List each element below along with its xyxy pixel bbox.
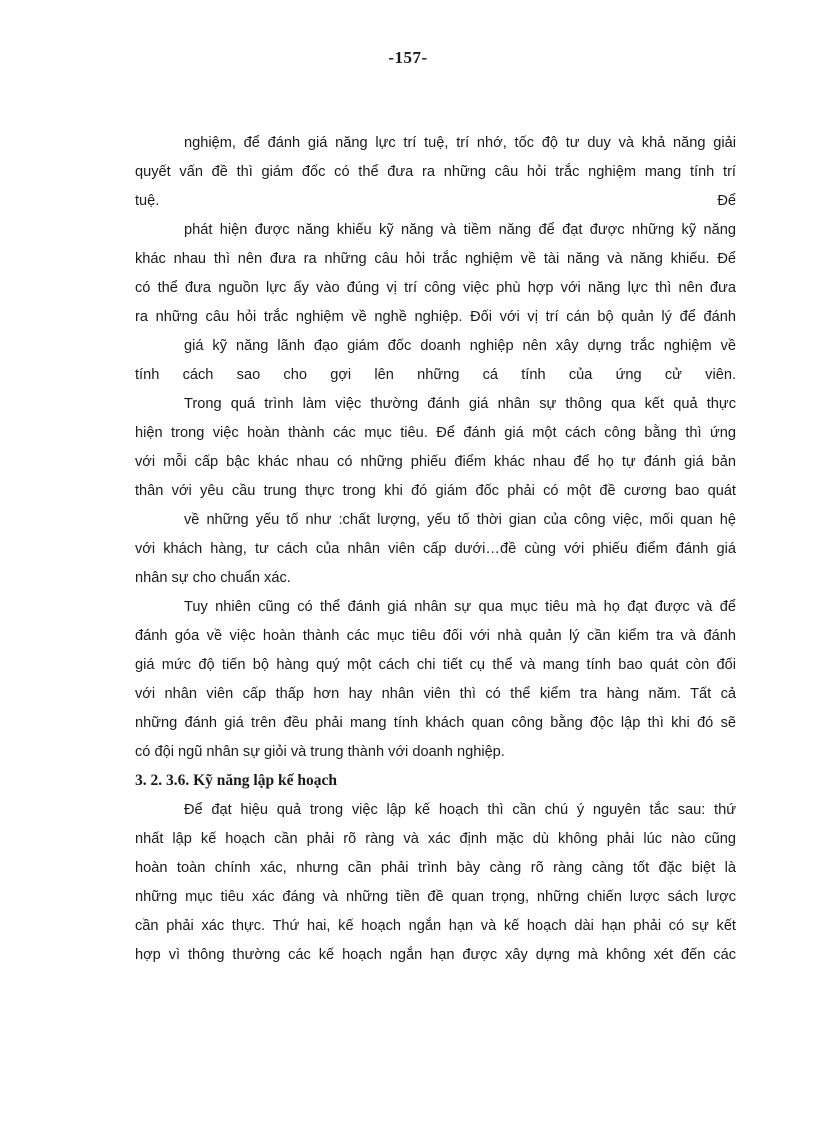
text-line: giá kỹ năng lãnh đạo giám đốc doanh nghiệp nên xây dựng trắc nghiệm về	[184, 338, 736, 354]
text-line: nhân sự cho chuẩn xác.	[135, 570, 291, 586]
text-line: Để đạt hiệu quả trong việc lập kế hoạch thì cần chú ý nguyên tắc sau: thứ	[184, 802, 736, 818]
text-line: đánh góa về việc hoàn thành các mục tiêu đối với nhà quản lý cần kiểm tra và đánh	[135, 628, 736, 644]
section-heading: 3. 2. 3.6. Kỹ năng lập kế hoạch	[135, 772, 337, 789]
text-line: nghiệm, để đánh giá năng lực trí tuệ, trí nhớ, tốc độ tư duy và khả năng giải	[184, 135, 736, 151]
text-line: Trong quá trình làm việc thường đánh giá nhân sự thông qua kết quả thực	[184, 396, 736, 412]
text-line: giá mức độ tiến bộ hàng quý một cách chi tiết cụ thể và mang tính bao quát còn đối	[135, 657, 736, 673]
text-line: những mục tiêu xác đáng và những tiền đề quan trọng, những chiến lược sách lược	[135, 889, 736, 905]
text-line: về những yếu tố như :chất lượng, yếu tố thời gian của công việc, mối quan hệ	[184, 512, 736, 528]
text-line: với khách hàng, tư cách của nhân viên cấp dưới…đề cùng với phiếu điểm đánh giá	[135, 541, 736, 557]
page-number: -157-	[388, 48, 428, 67]
text-line: khác nhau thì nên đưa ra những câu hỏi trắc nghiệm về tài năng và năng khiếu. Để	[135, 251, 736, 267]
text-line: tuệ. Để	[135, 193, 736, 209]
text-line: ra những câu hỏi trắc nghiệm về nghề nghiệp. Đối với vị trí cán bộ quản lý để đánh	[135, 309, 736, 325]
text-line: Tuy nhiên cũng có thể đánh giá nhân sự qua mục tiêu mà họ đạt được và để	[184, 599, 736, 615]
text-line: thân với yêu cầu trung thực trong khi đó giám đốc phải có một đề cương bao quát	[135, 483, 736, 499]
text-line: nhất lập kế hoạch cần phải rõ ràng và xác định mặc dù không phải lúc nào cũng	[135, 831, 736, 847]
text-line: tính cách sao cho gợi lên những cá tính của ứng cử viên.	[135, 367, 736, 383]
text-line: với mỗi cấp bậc khác nhau có những phiếu điểm khác nhau để họ tự đánh giá bản	[135, 454, 736, 470]
text-line: những đánh giá trên đều phải mang tính khách quan công bằng độc lập thì khi đó sẽ	[135, 715, 736, 731]
text-line: hoàn toàn chính xác, nhưng cần phải trình bày càng rõ ràng càng tốt đặc biệt là	[135, 860, 736, 876]
text-line: hiện trong việc hoàn thành các mục tiêu. Để đánh giá một cách công bằng thì ứng	[135, 425, 736, 441]
text-line: hợp vì thông thường các kế hoạch ngắn hạn được xây dựng mà không xét đến các	[135, 947, 736, 963]
text-line: có thể đưa nguồn lực ấy vào đúng vị trí công việc phù hợp với năng lực thì nên đưa	[135, 280, 736, 296]
text-line: cần phải xác thực. Thứ hai, kế hoạch ngắn hạn và kế hoạch dài hạn phải có sự kết	[135, 918, 736, 934]
text-line: với nhân viên cấp thấp hơn hay nhân viên thì có thể kiểm tra hàng năm. Tất cả	[135, 686, 736, 702]
text-line: phát hiện được năng khiếu kỹ năng và tiềm năng để đạt được những kỹ năng	[184, 222, 736, 238]
text-line: có đội ngũ nhân sự giỏi và trung thành với doanh nghiệp.	[135, 744, 505, 760]
text-line: quyết vấn đề thì giám đốc có thể đưa ra những câu hỏi trắc nghiệm mang tính trí	[135, 164, 736, 180]
